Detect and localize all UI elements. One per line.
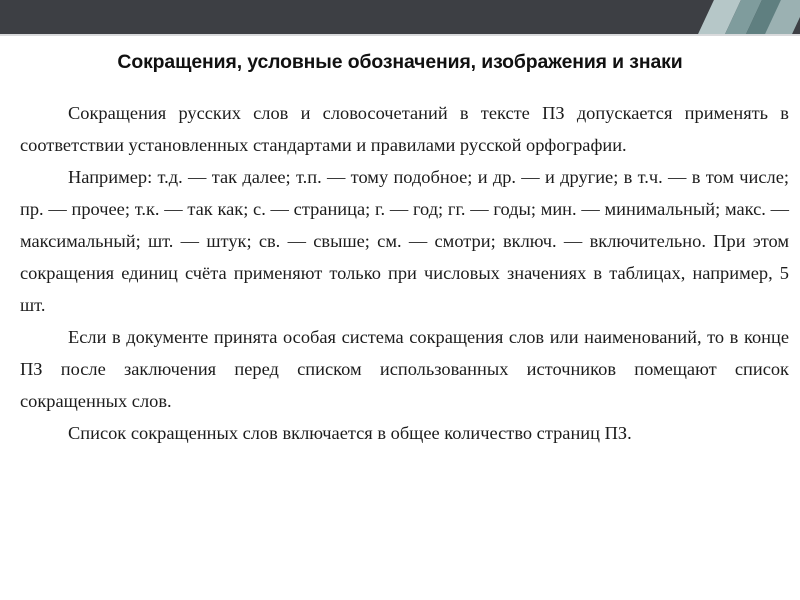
- paragraph-page-count: Список сокращенных слов включается в общее количество страниц ПЗ.: [68, 423, 632, 443]
- slide-title: Сокращения, условные обозначения, изображения и знаки: [117, 51, 683, 73]
- body-text: [20, 97, 789, 449]
- header-accent-decoration: [706, 0, 800, 34]
- header-divider: [0, 34, 800, 36]
- paragraph-intro: Сокращения русских слов и словосочетаний в тексте ПЗ допускается применять в соответствии установленных стандартами и правилами русской орфографии.: [20, 103, 789, 155]
- paragraph-special-system: Если в документе принята особая система сокращения слов или наименований, то в конце ПЗ после заключения перед списком использованных источников помещают список сокращенных слов.: [20, 327, 789, 411]
- header-bar: [0, 0, 800, 34]
- paragraph-examples: Например: т.д. — так далее; т.п. — тому подобное; и др. — и другие; в т.ч. — в том числе; пр. — прочее; т.к. — так как; с. — страница; г. — год; гг. — годы; мин. — минимальный; макс. — максимальный; шт. — штук; св. — свыше; см. — смотри; включ. — включительно. При этом сокращения единиц счёта применяют только при числовых значениях в таблицах, например, 5 шт.: [20, 167, 789, 315]
